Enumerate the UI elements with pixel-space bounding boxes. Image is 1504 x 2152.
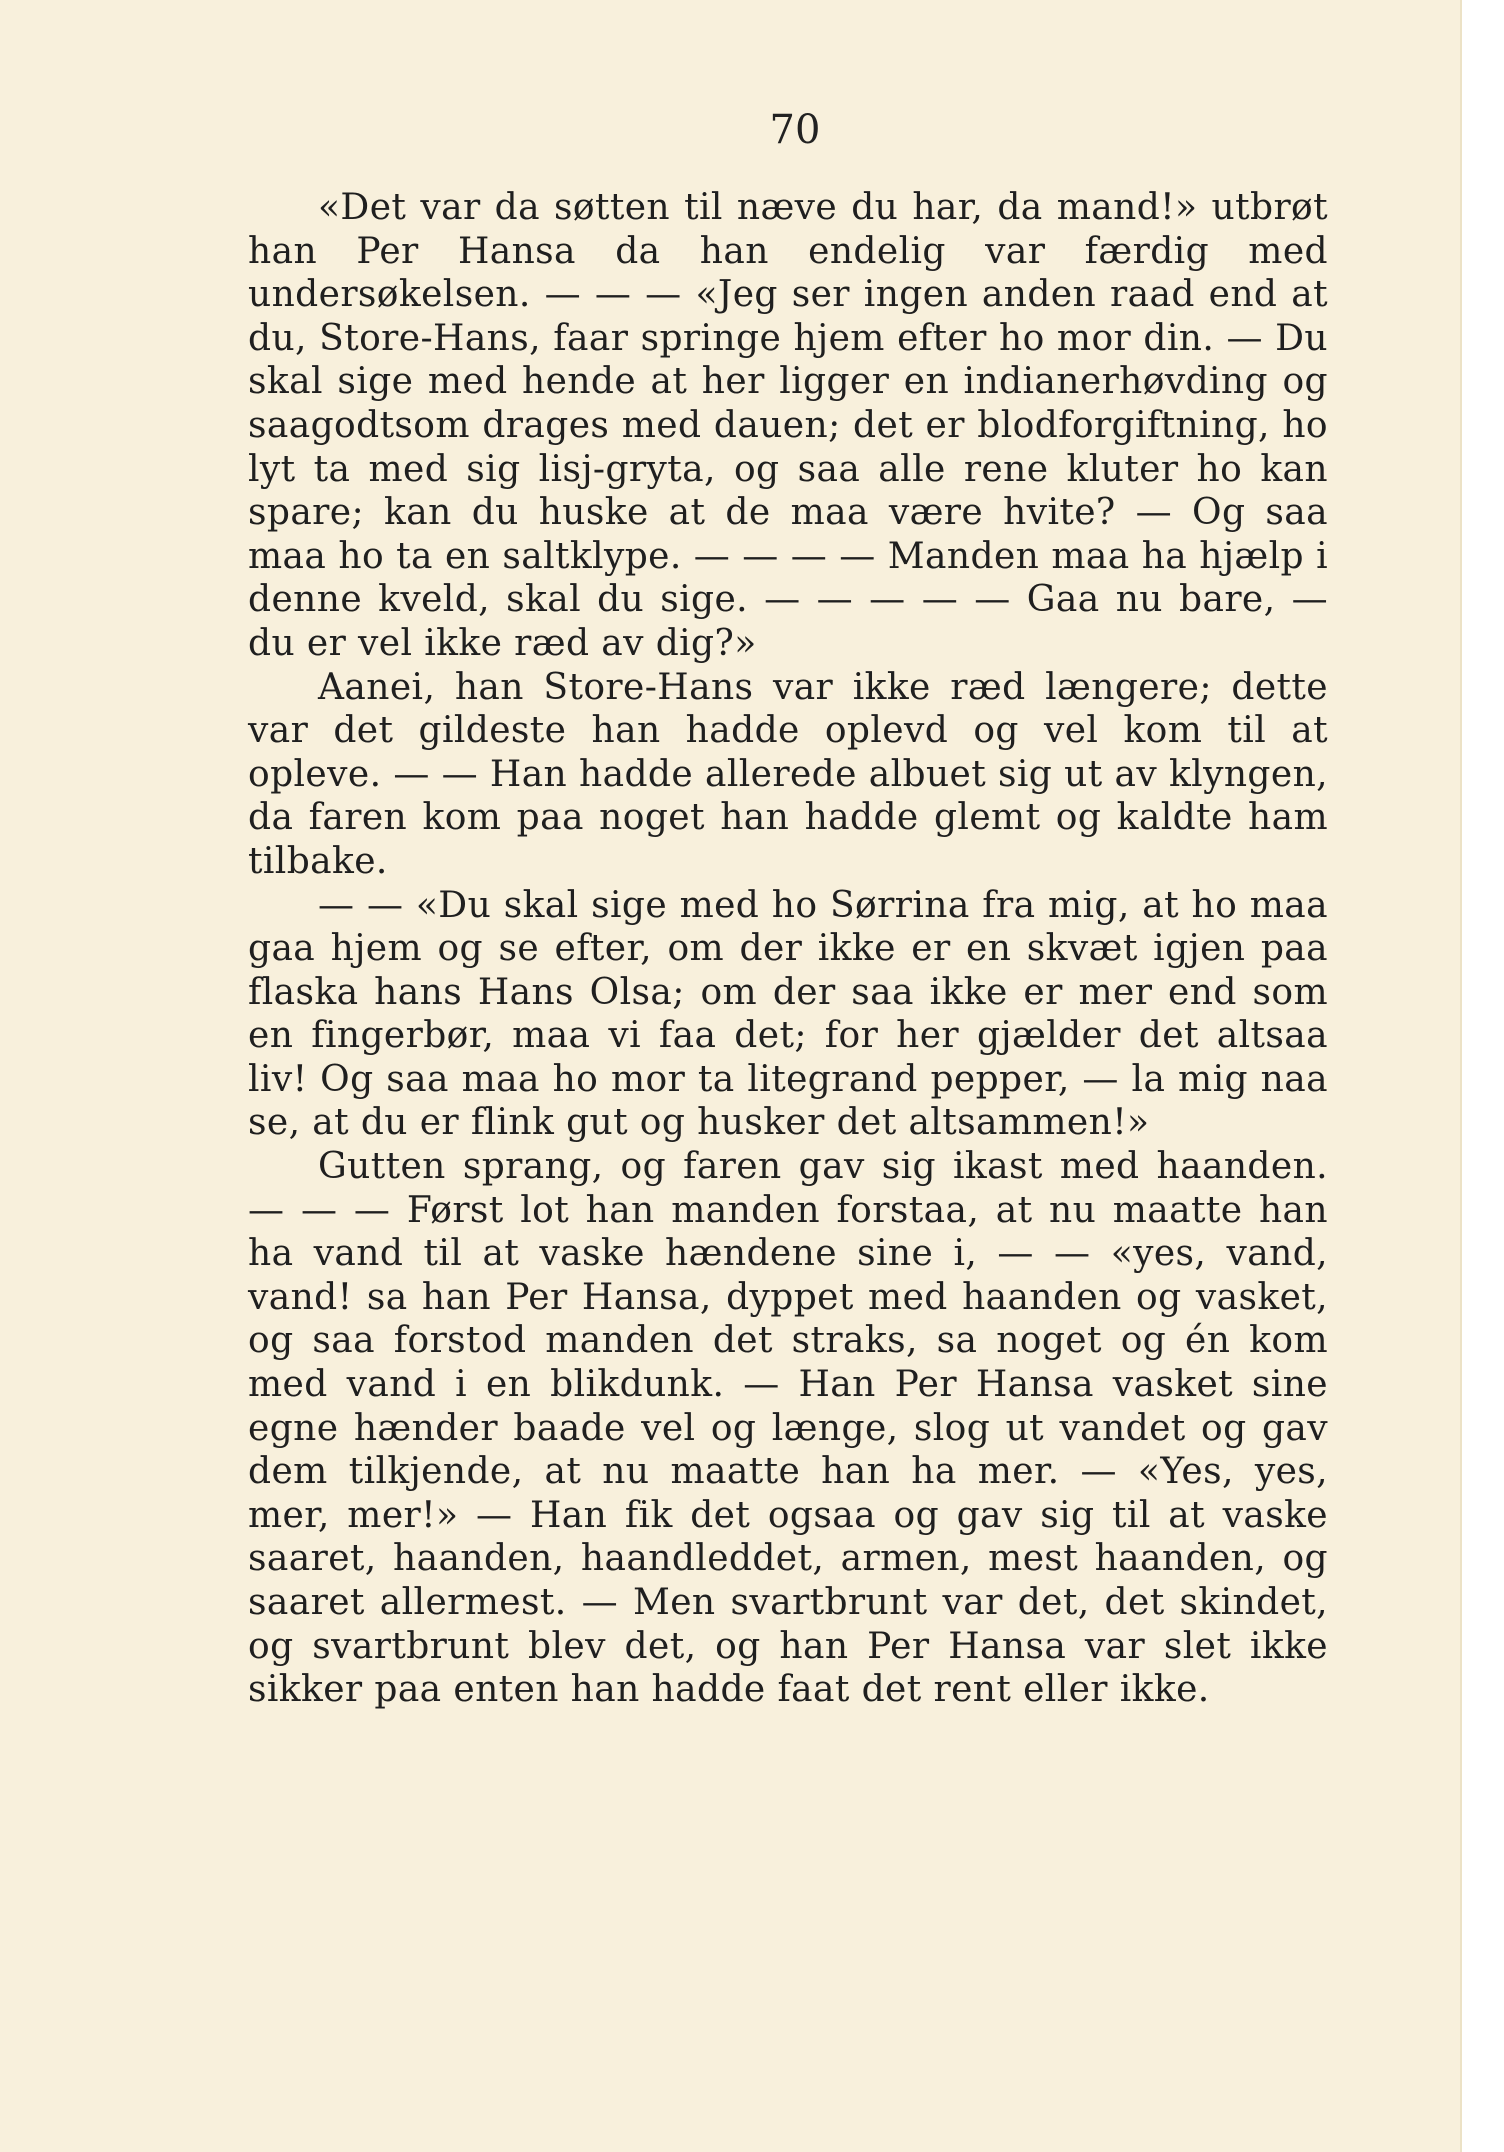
paragraph-3: — — «Du skal sige med ho Sørrina fra mig, at ho maa gaa hjem og se efter, om der ikke er en skvæt igjen paa flaska hans Hans Olsa; om der saa ikke er mer end som en fingerbør, maa vi faa det; for her gjælder det altsaa liv! Og saa maa ho mor ta litegrand pepper, — la mig naa se, at du er flink gut og husker det altsammen!» bbox=[248, 884, 1328, 1144]
page-text bbox=[248, 186, 1328, 1712]
paragraph-2: Aanei, han Store-Hans var ikke ræd længere; dette var det gildeste han hadde oplevd og vel kom til at opleve. — — Han hadde allerede albuet sig ut av klyngen, da faren kom paa noget han hadde glemt og kaldte ham tilbake. bbox=[248, 666, 1328, 882]
paragraph-4: Gutten sprang, og faren gav sig ikast med haanden. — — — Først lot han manden forstaa, at nu maatte han ha vand til at vaske hændene sine i, — — «yes, vand, vand! sa han Per Hansa, dyppet med haanden og vasket, og saa forstod manden det straks, sa noget og én kom med vand i en blikdunk. — Han Per Hansa vasket sine egne hænder baade vel og længe, slog ut vandet og gav dem tilkjende, at nu maatte han ha mer. — «Yes, yes, mer, mer!» — Han fik det ogsaa og gav sig til at vaske saaret, haanden, haandleddet, armen, mest haanden, og saaret allermest. — Men svartbrunt var det, det skindet, og svartbrunt blev det, og han Per Hansa var slet ikke sikker paa enten han hadde faat det rent eller ikke. bbox=[248, 1146, 1328, 1711]
page-number: 70 bbox=[769, 107, 821, 153]
paragraph-1: «Det var da søtten til næve du har, da mand!» utbrøt han Per Hansa da han endelig var færdig med undersøkelsen. — — — «Jeg ser ingen anden raad end at du, Store-Hans, faar springe hjem efter ho mor din. — Du skal sige med hende at her ligger en indianerhøvding og saagodtsom drages med dauen; det er blodforgiftning, ho lyt ta med sig lisj-gryta, og saa alle rene kluter ho kan spare; kan du huske at de maa være hvite? — Og saa maa ho ta en saltklype. — — — — Manden maa ha hjælp i denne kveld, skal du sige. — — — — — Gaa nu bare, — du er vel ikke ræd av dig?» bbox=[248, 187, 1328, 664]
